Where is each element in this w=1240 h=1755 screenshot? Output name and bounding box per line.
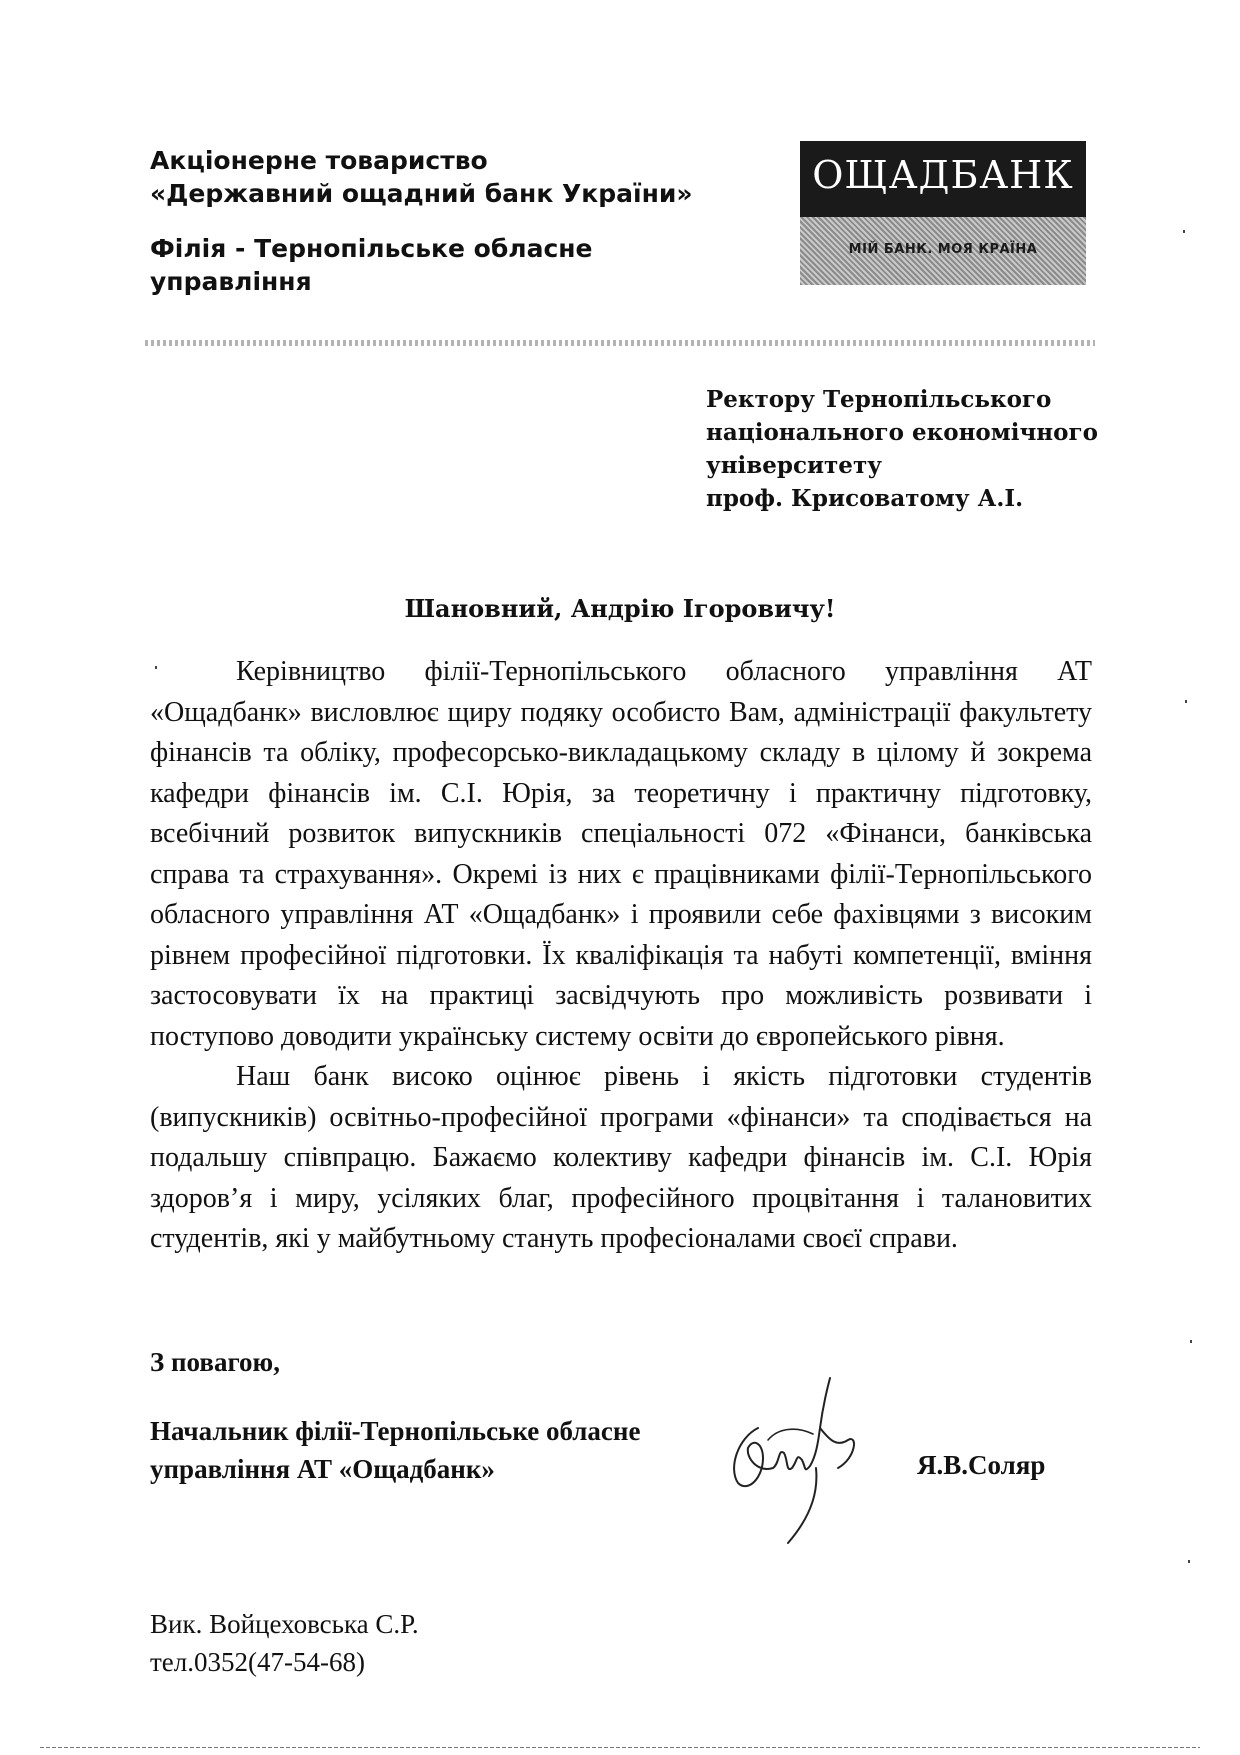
branch-name — [150, 232, 710, 298]
signer-title — [150, 1412, 710, 1488]
bank-logo — [800, 141, 1086, 285]
branch-name-line1: Філія - Тернопільське обласне — [150, 234, 593, 263]
recipient-line1: Ректору Тернопільського — [706, 386, 1052, 413]
scan-speck — [1185, 700, 1187, 703]
handwritten-signature — [718, 1368, 878, 1548]
signer-title-line1: Начальник філії-Тернопільське обласне — [150, 1416, 641, 1446]
branch-name-line2: управління — [150, 267, 312, 296]
salutation: Шановний, Андрію Ігоровичу! — [404, 594, 836, 623]
scan-speck — [1190, 1340, 1192, 1343]
body-paragraph-2: Наш банк високо оцінює рівень і якість підготовки студентів (випускників) освітньо-професійної програми «фінанси» та сподівається на подальшу співпрацю. Бажаємо колективу кафедри фінансів ім. С.І. Юрія здоров’я і миру, усіляких благ, професійного процвітання і талановитих студентів, які у майбутньому стануть професіоналами своєї справи. — [150, 1061, 1092, 1254]
letter-body — [150, 652, 1092, 1260]
executor-name: Вик. Войцеховська С.Р. — [150, 1609, 419, 1639]
recipient-line4: проф. Крисоватому А.І. — [706, 485, 1024, 512]
bank-logo-slogan: МІЙ БАНК. МОЯ КРАЇНА — [848, 242, 1038, 257]
scan-speck — [1183, 230, 1185, 233]
header-divider — [145, 340, 1095, 346]
bank-logo-name: ОЩАДБАНК — [812, 153, 1074, 197]
scan-bottom-edge — [40, 1747, 1200, 1748]
closing-regards: З повагою, — [150, 1347, 280, 1377]
org-name-line1: Акціонерне товариство — [150, 146, 488, 175]
executor-block — [150, 1605, 419, 1681]
body-paragraph-1: Керівництво філії-Тернопільського обласного управління АТ «Ощадбанк» висловлює щиру подяку особисто Вам, адміністрації факультету фінансів та обліку, професорсько-викладацькому складу в цілому й зокрема кафедри фінансів ім. С.І. Юрія, за теоретичну і практичну підготовку, всебічний розвиток випускників спеціальності 072 «Фінанси, банківська справа та страхування». Окремі із них є працівниками філії-Тернопільського обласного управління АТ «Ощадбанк» і проявили себе фахівцями з високим рівнем професійної підготовки. Їх кваліфікація та набуті компетенції, вміння застосовувати їх на практиці засвідчують про можливість розвивати і поступово доводити українську систему освіти до європейського рівня. — [150, 656, 1092, 1052]
recipient-line2: національного економічного — [706, 419, 1098, 446]
scan-speck — [1188, 1560, 1190, 1563]
signer-title-line2: управління АТ «Ощадбанк» — [150, 1454, 495, 1484]
signer-name: Я.В.Соляр — [917, 1450, 1046, 1480]
sender-header — [150, 144, 710, 298]
bank-logo-band — [800, 217, 1086, 285]
org-name-line2: «Державний ощадний банк України» — [150, 179, 693, 208]
executor-phone: тел.0352(47-54-68) — [150, 1647, 365, 1677]
recipient-block — [706, 383, 1106, 515]
recipient-line3: університету — [706, 452, 882, 479]
scan-speck — [155, 666, 157, 669]
